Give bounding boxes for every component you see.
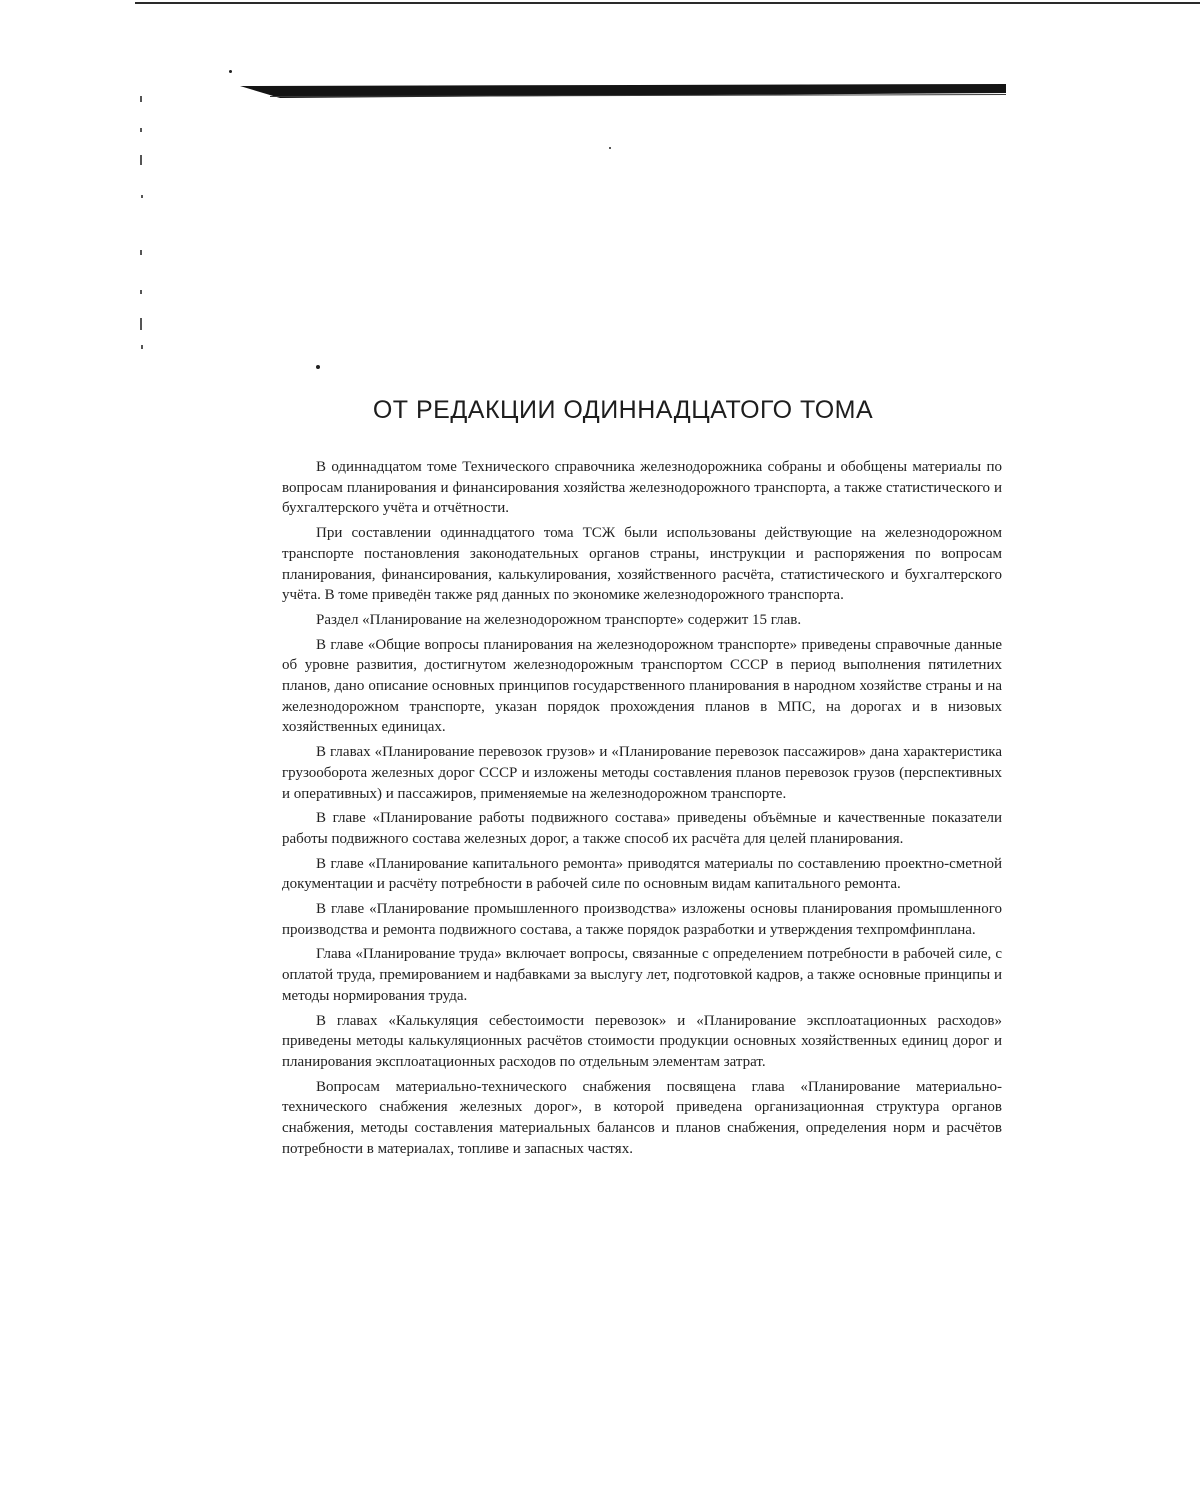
scan-dot	[229, 70, 232, 73]
scan-speck	[140, 155, 142, 165]
paragraph: В главе «Планирование работы подвижного состава» приведены объёмные и качественные показатели работы подвижного состава железных дорог, а также способ их расчёта для целей планирования.	[282, 810, 1002, 847]
scan-dot	[609, 147, 611, 149]
scan-edge-line	[135, 2, 1200, 4]
page-title: ОТ РЕДАКЦИИ ОДИННАДЦАТОГО ТОМА	[372, 396, 874, 424]
paragraph: Глава «Планирование труда» включает вопросы, связанные с определением потребности в рабочей силе, с оплатой труда, премированием и надбавками за выслугу лет, подготовкой кадров, а также основные принципы и методы нормирования труда.	[282, 946, 1002, 1004]
scan-speck	[140, 128, 142, 132]
paragraph: В главе «Планирование промышленного производства» изложены основы планирования промышленного производства и ремонта подвижного состава, а также порядок разработки и утверждения техпромфинплана.	[282, 901, 1002, 938]
scan-speck	[140, 96, 142, 102]
paragraph: В главах «Планирование перевозок грузов» и «Планирование перевозок пассажиров» дана характеристика грузооборота железных дорог СССР и изложены методы составления планов перевозок грузов (перспективных и оперативных) и пассажиров, применяемые на железнодорожном транспорте.	[282, 744, 1002, 802]
paragraph: Раздел «Планирование на железнодорожном транспорте» содержит 15 глав.	[316, 611, 802, 628]
scan-speck	[141, 345, 143, 349]
paragraph: В главе «Общие вопросы планирования на железнодорожном транспорте» приведены справочные данные об уровне развития, достигнутом железнодорожным транспортом СССР в период выполнения пятилетних планов, дано описание основных принципов государственного планирования в народном хозяйстве страны и на железнодорожном транспорте, указан порядок прохождения планов в МПС, на дорогах и в низовых хозяйственных единицах.	[282, 636, 1002, 736]
paragraph: В одиннадцатом томе Технического справочника железнодорожника собраны и обобщены материалы по вопросам планирования и финансирования хозяйства железнодорожного транспорта, а также статистического и бухгалтерского учёта и отчётности.	[282, 459, 1002, 517]
scan-dot	[316, 365, 320, 369]
paragraph: В главах «Калькуляция себестоимости перевозок» и «Планирование эксплоатационных расходов» приведены методы калькуляционных расчётов стоимости продукции основных хозяйственных единиц дорог и планирования эксплоатационных расходов по отдельным элементам затрат.	[282, 1012, 1002, 1070]
scan-speck	[140, 290, 142, 294]
scan-speck	[140, 318, 142, 330]
paragraph: При составлении одиннадцатого тома ТСЖ были использованы действующие на железнодорожном транспорте постановления законодательных органов страны, инструкции и распоряжения по вопросам планирования, финансирования, калькулирования, хозяйственного расчёта, статистического и бухгалтерского учёта. В томе приведён также ряд данных по экономике железнодорожного транспорта.	[282, 525, 1002, 604]
scan-speck	[140, 250, 142, 255]
header-rule-shape	[240, 84, 1006, 98]
paragraph: Вопросам материально-технического снабжения посвящена глава «Планирование материально-технического снабжения железных дорог», в которой приведена организационная структура органов снабжения, методы составления материальных балансов и планов снабжения, определения норм и расчётов потребности в материалах, топливе и запасных частях.	[282, 1078, 1002, 1157]
body-text	[282, 457, 1002, 1164]
header-rule	[240, 84, 1006, 98]
scan-speck	[141, 195, 143, 198]
paragraph: В главе «Планирование капитального ремонта» приводятся материалы по составлению проектно-сметной документации и расчёту потребности в рабочей силе по основным видам капитального ремонта.	[282, 855, 1002, 893]
